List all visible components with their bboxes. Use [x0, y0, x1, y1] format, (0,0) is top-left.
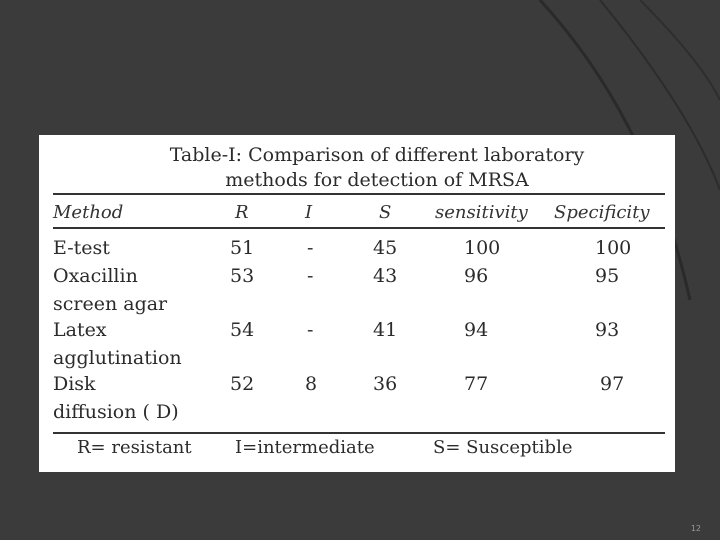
table-image: [39, 135, 675, 472]
row-2-sensitivity: 96: [464, 265, 489, 287]
table-subtitle: methods for detection of MRSA: [225, 169, 529, 191]
footnote-intermediate: I=intermediate: [235, 437, 375, 458]
row-4-i: 8: [305, 373, 318, 395]
row-3-specificity: 93: [595, 319, 620, 341]
footnote-resistant: R= resistant: [77, 437, 192, 458]
row-2-i: -: [307, 265, 314, 287]
row-2-s: 43: [373, 265, 398, 287]
row-1-s: 45: [373, 237, 398, 259]
row-3-sensitivity: 94: [464, 319, 489, 341]
table-bottom-rule: [53, 432, 665, 434]
header-i: I: [305, 202, 313, 223]
row-4-method: Disk: [53, 373, 96, 395]
row-1-sensitivity: 100: [464, 237, 501, 259]
header-method: Method: [53, 202, 124, 223]
row-2-specificity: 95: [595, 265, 620, 287]
table-top-rule: [53, 193, 665, 195]
header-r: R: [235, 202, 249, 223]
row-1-specificity: 100: [595, 237, 632, 259]
table-header-rule: [53, 227, 665, 229]
row-4-r: 52: [230, 373, 255, 395]
row-1-i: -: [307, 237, 314, 259]
row-1-r: 51: [230, 237, 255, 259]
row-3-s: 41: [373, 319, 398, 341]
row-4-sensitivity: 77: [464, 373, 489, 395]
slide-page-number: 12: [690, 524, 701, 533]
row-3-r: 54: [230, 319, 255, 341]
header-specificity: Specificity: [554, 202, 650, 223]
footnote-susceptible: S= Susceptible: [433, 437, 573, 458]
row-2-method-line2: screen agar: [53, 293, 168, 315]
row-4-s: 36: [373, 373, 398, 395]
row-4-specificity: 97: [600, 373, 625, 395]
row-2-method: Oxacillin: [53, 265, 138, 287]
row-4-method-line2: diffusion ( D): [53, 401, 179, 423]
row-3-method: Latex: [53, 319, 107, 341]
header-s: S: [379, 202, 392, 223]
header-sensitivity: sensitivity: [435, 202, 528, 223]
row-2-r: 53: [230, 265, 255, 287]
row-1-method: E-test: [53, 237, 110, 259]
row-3-i: -: [307, 319, 314, 341]
table-title: Table-I: Comparison of different laboratory: [169, 144, 585, 166]
row-3-method-line2: agglutination: [53, 347, 182, 369]
